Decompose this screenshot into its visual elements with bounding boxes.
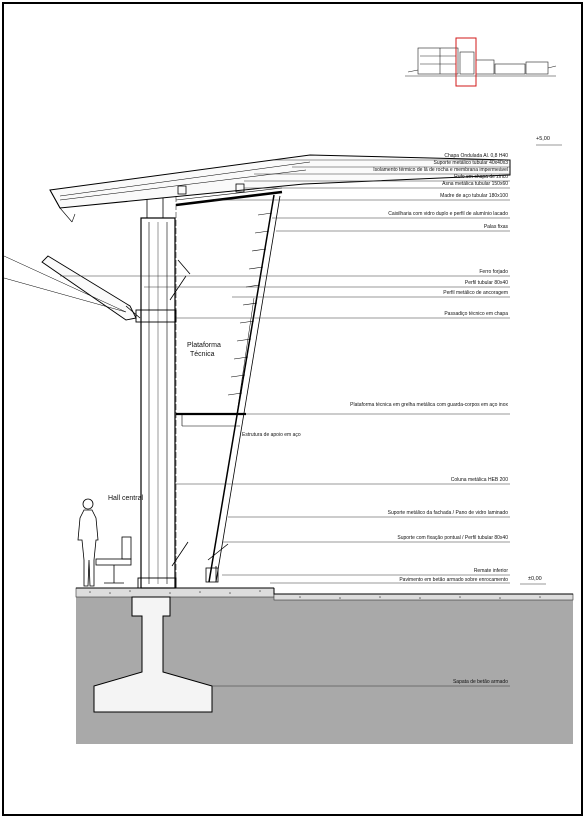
callout-1: Chapa Ondulada Al. 0,8 H40 [444, 153, 508, 159]
space-label-tech-platform-1: Plataforma [187, 342, 221, 349]
space-label-tech-platform-2: Técnica [190, 351, 215, 358]
callout-14: Estrutura de apoio em aço [242, 432, 301, 438]
main-column [136, 196, 176, 588]
level-top: +5,00 [536, 136, 550, 142]
callout-12: Passadiço técnico em chapa [444, 311, 508, 317]
callout-9: Ferro forjado [479, 269, 508, 275]
callout-4: Rufo em chapa de zinco [454, 174, 508, 180]
key-plan [405, 38, 556, 86]
callout-17: Suporte com fixação pontual / Perfil tubular 80x40 [397, 535, 508, 541]
human-figure [78, 499, 98, 586]
callout-6: Madre de aço tubular 180x100 [440, 193, 508, 199]
callout-7: Caixilharia com vidro duplo e perfil de alumínio lacado [388, 211, 508, 217]
callout-10: Perfil tubular 80x40 [464, 280, 508, 286]
level-ground: ±0,00 [528, 576, 542, 582]
callout-16: Suporte metálico da fachada / Pano de vidro laminado [387, 510, 508, 516]
inclined-facade [206, 195, 280, 582]
callout-18: Remate inferior [473, 568, 508, 574]
callout-15: Coluna metálica HEB 200 [450, 477, 508, 483]
chair [96, 537, 131, 583]
callout-11: Perfil metálico de ancoragem [443, 290, 508, 296]
space-label-hall: Hall central [108, 495, 144, 502]
sunshade [4, 256, 140, 320]
callout-5: Asna metálica tubular 150x60 [442, 181, 508, 187]
callout-3: Isolamento térmico de lã de rocha e membrana impermeável [373, 167, 508, 173]
ground-slab [76, 588, 274, 597]
callout-2: Suporte metálico tubular 40x40x3 [433, 160, 508, 166]
callout-20: Sapata de betão armado [452, 679, 508, 685]
callout-19: Pavimento em betão armado sobre enrocamento [399, 577, 508, 583]
callout-8: Palas fixas [483, 224, 508, 230]
technical-platform [170, 196, 246, 580]
callout-13: Plataforma técnica em grelha metálica com guarda-corpos em aço inox [350, 402, 508, 408]
